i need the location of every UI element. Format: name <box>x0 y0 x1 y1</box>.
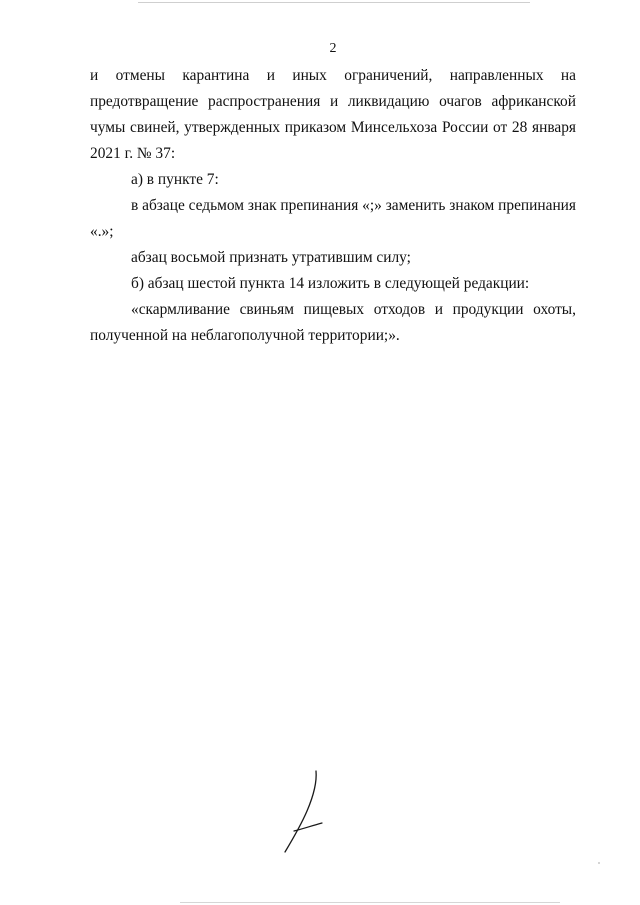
paragraph-intro: и отмены карантина и иных ограничений, направленных на предотвращение распространения и ликвидацию очагов африканской чумы свиней, утвержденных приказом Минсельхоза России от 28 января 2021 г. № 37: <box>90 67 576 162</box>
paragraph-new-wording: «скармливание свиньям пищевых отходов и продукции охоты, полученной на неблагополучной территории;». <box>90 301 576 344</box>
scan-edge-bottom <box>180 902 560 903</box>
document-body <box>90 63 576 349</box>
signature-mark <box>280 768 328 858</box>
paragraph-item-a: а) в пункте 7: <box>131 171 219 188</box>
page-number: 2 <box>329 41 337 56</box>
scan-speck <box>598 862 600 864</box>
paragraph-item-a-change-2: абзац восьмой признать утратившим силу; <box>131 249 411 266</box>
paragraph-item-a-change-1: в абзаце седьмом знак препинания «;» заменить знаком препинания «.»; <box>90 197 576 240</box>
scan-edge-top <box>138 2 530 3</box>
paragraph-item-b: б) абзац шестой пункта 14 изложить в следующей редакции: <box>131 275 530 292</box>
